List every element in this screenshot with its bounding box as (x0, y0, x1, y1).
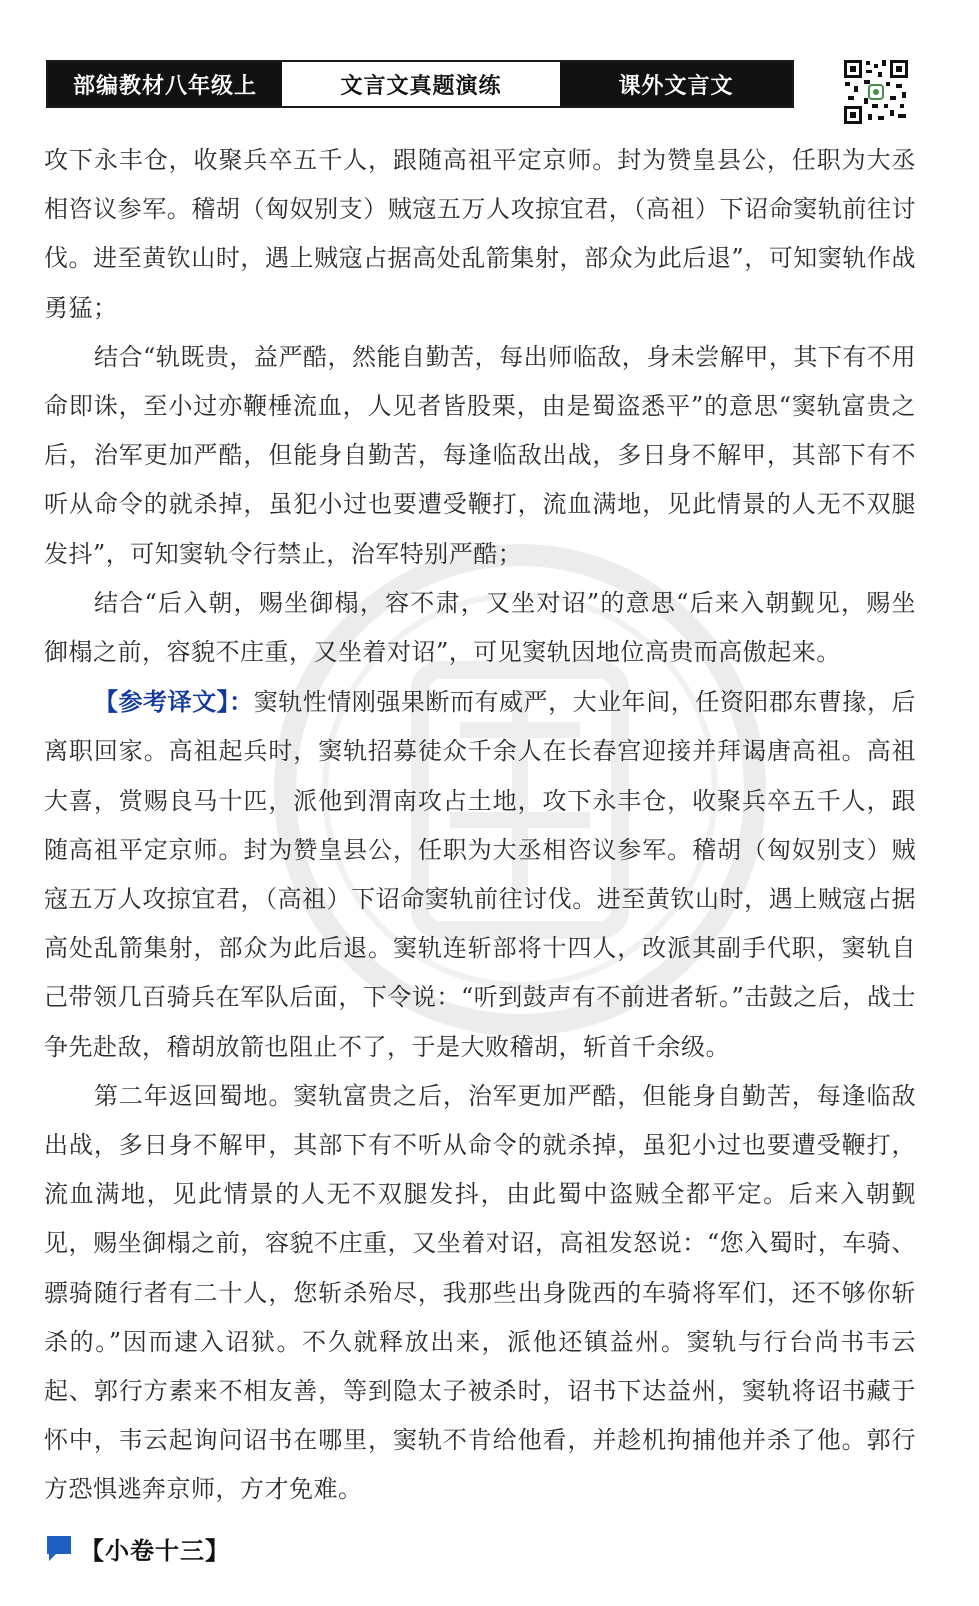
reference-translation-paragraph-1 (44, 677, 916, 1072)
section-title-text: 【小卷十三】 (80, 1536, 230, 1565)
section-title (44, 1528, 230, 1568)
header-bar (46, 60, 794, 108)
header-practice-label: 文言文真题演练 (282, 62, 560, 106)
qr-code-icon (842, 58, 910, 126)
reference-translation-paragraph-2: 第二年返回蜀地。窦轨富贵之后，治军更加严酷，但能身自勤苦，每逢临敌出战，多日身不解甲，其部下有不听从命令的就杀掉，虽犯小过也要遭受鞭打，流血满地，见此情景的人无不双腿发抖，由此蜀中盗贼全都平定。后来入朝觐见，赐坐御榻之前，容貌不庄重，又坐着对诏，高祖发怒说：“您入蜀时，车骑、骠骑随行者有二十人，您斩杀殆尽，我那些出身陇西的车骑将军们，还不够你斩杀的。”因而逮入诏狱。不久就释放出来，派他还镇益州。窦轨与行台尚书韦云起、郭行方素来不相友善，等到隐太子被杀时，诏书下达益州，窦轨将诏书藏于怀中，韦云起询问诏书在哪里，窦轨不肯给他看，并趁机拘捕他并杀了他。郭行方恐惧逃奔京师，方才免难。 (44, 1081, 916, 1504)
speech-bubble-icon (44, 1533, 74, 1563)
analysis-paragraph-3: 结合“后入朝，赐坐御榻，容不肃，又坐对诏”的意思“后来入朝觐见，赐坐御榻之前，容貌不庄重，又坐着对诏”，可见窦轨因地位高贵而高傲起来。 (44, 588, 916, 667)
analysis-paragraph-2: 结合“轨既贵，益严酷，然能自勤苦，每出师临敌，身未尝解甲，其下有不用命即诛，至小过亦鞭棰流血，人见者皆股栗，由是蜀盗悉平”的意思“窦轨富贵之后，治军更加严酷，但能身自勤苦，每逢临敌出战，多日身不解甲，其部下有不听从命令的就杀掉，虽犯小过也要遭受鞭打，流血满地，见此情景的人无不双腿发抖”，可知窦轨令行禁止，治军特别严酷； (44, 342, 916, 568)
analysis-paragraph-1: 攻下永丰仓，收聚兵卒五千人，跟随高祖平定京师。封为赞皇县公，任职为大丞相咨议参军。稽胡（匈奴别支）贼寇五万人攻掠宜君，（高祖）下诏命窦轨前往讨伐。进至黄钦山时，遇上贼寇占据高处乱箭集射，部众为此后退”，可知窦轨作战勇猛； (44, 146, 916, 322)
reference-translation-label: 【参考译文】： (94, 687, 254, 717)
reference-translation-text-1: 窦轨性情刚强果断而有威严，大业年间，任资阳郡东曹掾，后离职回家。高祖起兵时，窦轨招募徒众千余人在长春宫迎接并拜谒唐高祖。高祖大喜，赏赐良马十匹，派他到渭南攻占土地，攻下永丰仓，收聚兵卒五千人，跟随高祖平定京师。封为赞皇县公，任职为大丞相咨议参军。稽胡（匈奴别支）贼寇五万人攻掠宜君，（高祖）下诏命窦轨前往讨伐。进至黄钦山时，遇上贼寇占据高处乱箭集射，部众为此后退。窦轨连斩部将十四人，改派其副手代职，窦轨自己带领几百骑兵在军队后面，下令说：“听到鼓声有不前进者斩。”击鼓之后，战士争先赴敌，稽胡放箭也阻止不了，于是大败稽胡，斩首千余级。 (44, 688, 917, 1061)
header-grade-label: 部编教材八年级上 (48, 62, 282, 106)
main-content (44, 136, 916, 1515)
header-category-label: 课外文言文 (560, 62, 792, 106)
